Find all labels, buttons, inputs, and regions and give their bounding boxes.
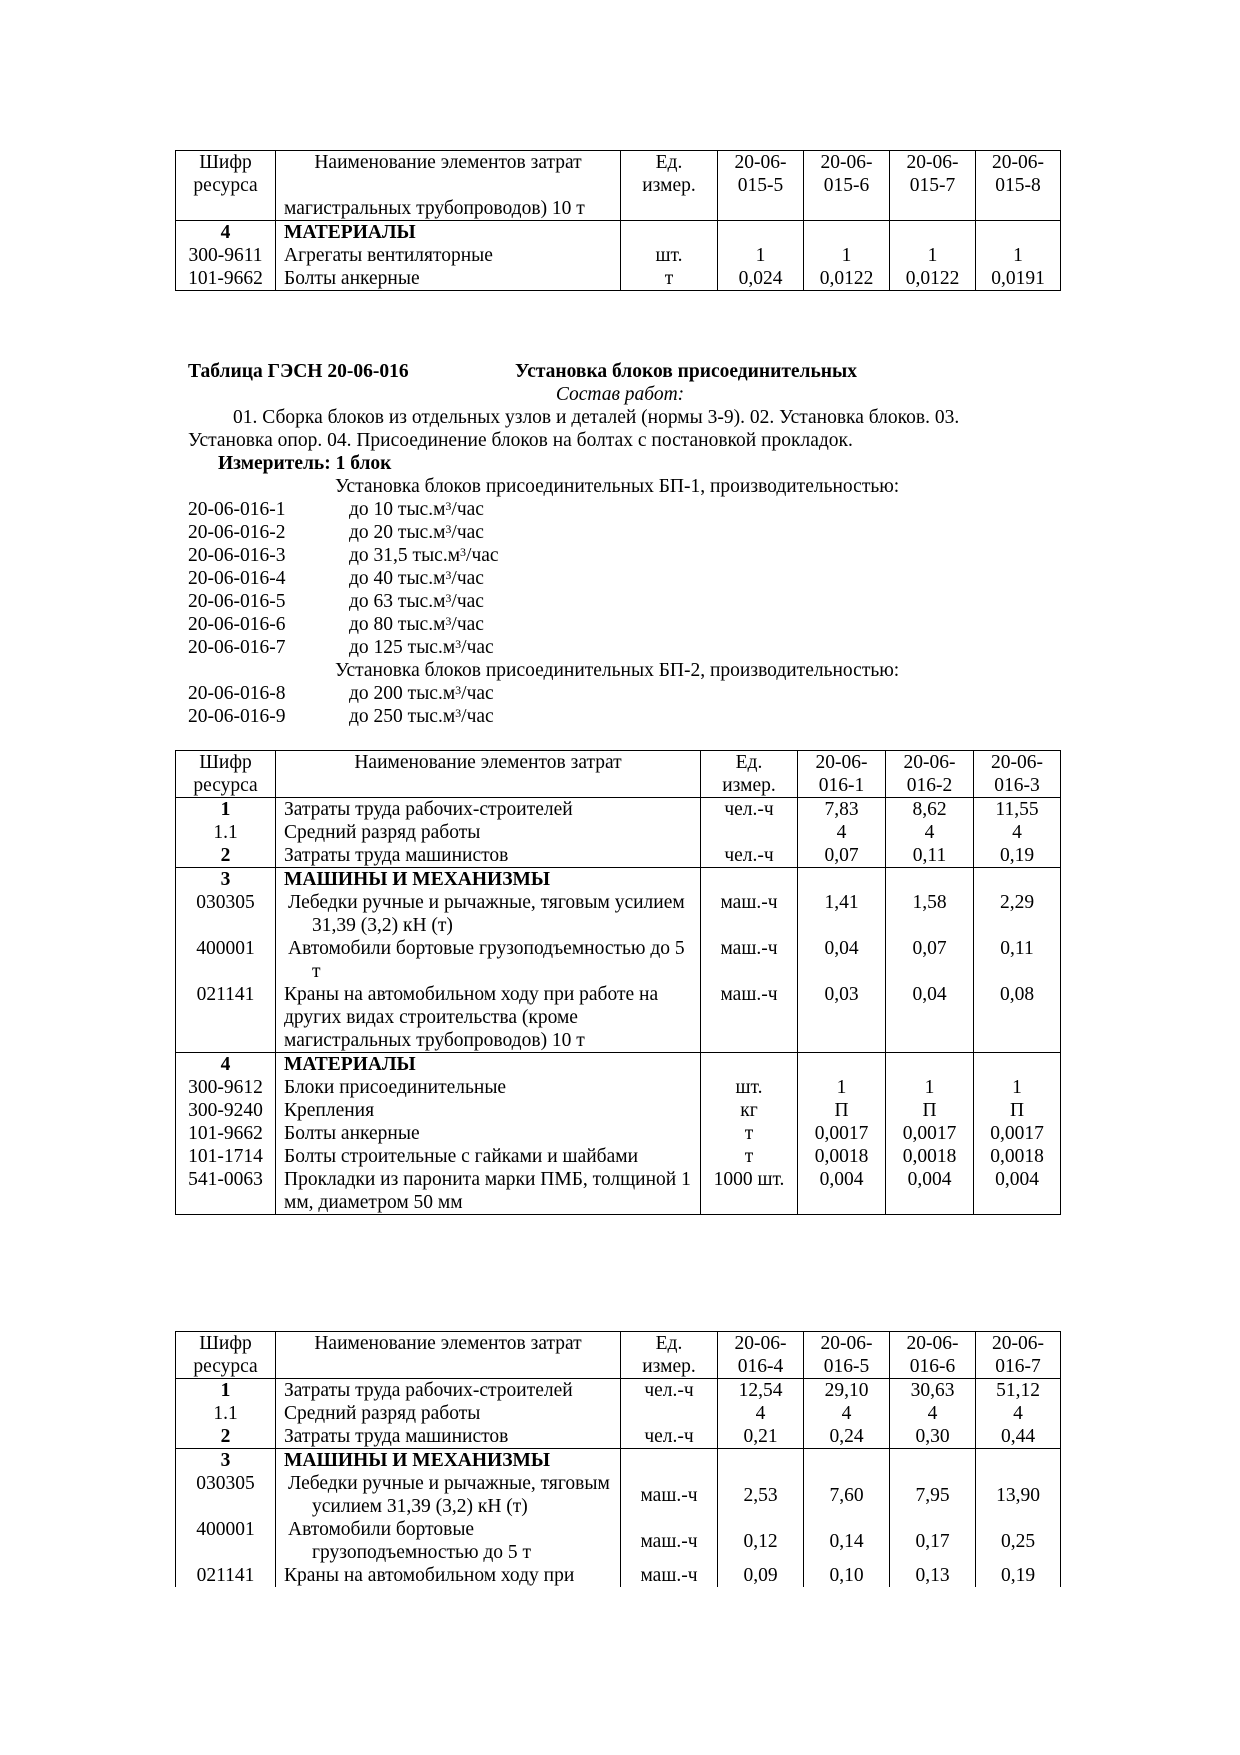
row-value: 0,24 xyxy=(804,1425,890,1449)
row-value: 1 xyxy=(890,244,976,267)
row-unit: чел.-ч xyxy=(701,844,798,868)
row-unit: чел.-ч xyxy=(701,798,798,822)
row-unit: чел.-ч xyxy=(621,1425,718,1449)
row-value: 2,53 xyxy=(718,1472,804,1518)
row-unit xyxy=(701,821,798,844)
row-name: Краны на автомобильном ходу при xyxy=(276,1564,621,1587)
header-unit: Ед. измер. xyxy=(621,151,718,221)
row-code: 2 xyxy=(176,844,276,868)
row-unit: т xyxy=(701,1145,798,1168)
row-value: 0,0018 xyxy=(886,1145,974,1168)
row-value: 0,004 xyxy=(798,1168,886,1215)
table-row xyxy=(176,1076,1061,1099)
table-row xyxy=(176,1472,1061,1518)
header-code: Шифр ресурса xyxy=(176,1332,276,1379)
row-value: 0,0122 xyxy=(890,267,976,291)
section-row xyxy=(176,1053,1061,1077)
row-value: 0,07 xyxy=(886,937,974,983)
section-title: МАШИНЫ И МЕХАНИЗМЫ xyxy=(276,1449,621,1473)
table-row xyxy=(176,1145,1061,1168)
row-unit: маш.-ч xyxy=(621,1564,718,1587)
row-code: 021141 xyxy=(176,1564,276,1587)
row-value: 0,19 xyxy=(976,1564,1061,1587)
row-value: 1 xyxy=(976,244,1061,267)
row-value: 0,11 xyxy=(974,937,1061,983)
header-name: Наименование элементов затрат xyxy=(276,1332,621,1379)
row-value: 2,29 xyxy=(974,891,1061,937)
resource-table-016-4-7 xyxy=(175,1331,1061,1587)
section-row xyxy=(176,1449,1061,1473)
row-code: 101-9662 xyxy=(176,267,276,291)
row-value: 0,12 xyxy=(718,1518,804,1564)
row-value: 0,21 xyxy=(718,1425,804,1449)
table-header xyxy=(176,151,1061,221)
header-name-continuation: магистральных трубопроводов) 10 т xyxy=(284,198,585,219)
row-value: 4 xyxy=(974,821,1061,844)
row-value: 8,62 xyxy=(886,798,974,822)
row-value: 0,0018 xyxy=(798,1145,886,1168)
norm-value: до 63 $тыс.м^3$/час xyxy=(349,591,484,612)
row-name: Средний разряд работы xyxy=(276,821,701,844)
header-code: Шифр ресурса xyxy=(176,151,276,221)
norm-code: 20-06-016-2 xyxy=(188,522,286,543)
row-value: 1 xyxy=(804,244,890,267)
table-row xyxy=(176,798,1061,822)
row-code: 021141 xyxy=(176,983,276,1053)
row-unit: маш.-ч xyxy=(701,983,798,1053)
row-value: 0,11 xyxy=(886,844,974,868)
header-unit: Ед. измер. xyxy=(621,1332,718,1379)
header-unit: Ед. измер. xyxy=(701,751,798,798)
row-value: 0,0017 xyxy=(886,1122,974,1145)
row-code: 030305 xyxy=(176,1472,276,1518)
section-title: МАТЕРИАЛЫ xyxy=(276,221,621,245)
row-value: 0,17 xyxy=(890,1518,976,1564)
section-row xyxy=(176,868,1061,892)
row-unit: маш.-ч xyxy=(621,1518,718,1564)
row-value: 1 xyxy=(886,1076,974,1099)
row-value: 0,04 xyxy=(886,983,974,1053)
row-value: 30,63 xyxy=(890,1379,976,1403)
row-value: 7,83 xyxy=(798,798,886,822)
row-value: 0,13 xyxy=(890,1564,976,1587)
row-value: 0,30 xyxy=(890,1425,976,1449)
row-value: 0,14 xyxy=(804,1518,890,1564)
group-heading-bp1: Установка блоков присоединительных БП-1, производительностью: xyxy=(335,476,900,497)
norm-value: до 200 $тыс.м^3$/час xyxy=(349,683,494,704)
table-row xyxy=(176,1168,1061,1215)
composition-text: 01. Сборка блоков из отдельных узлов и деталей (нормы 3-9). 02. Установка блоков. 03. Установка опор. 04. Присоединение блоков на болтах с постановкой прокладок. xyxy=(188,407,960,451)
header-col: 20-06-016-6 xyxy=(890,1332,976,1379)
table-row xyxy=(176,244,1061,267)
header-col: 20-06-015-5 xyxy=(718,151,804,221)
header-col: 20-06-016-7 xyxy=(976,1332,1061,1379)
row-value: 0,04 xyxy=(798,937,886,983)
row-value: 0,004 xyxy=(886,1168,974,1215)
row-name: Агрегаты вентиляторные xyxy=(276,244,621,267)
norm-code: 20-06-016-5 xyxy=(188,591,286,612)
row-code: 1.1 xyxy=(176,1402,276,1425)
row-value: 29,10 xyxy=(804,1379,890,1403)
table-label: Таблица ГЭСН 20-06-016 xyxy=(188,361,409,382)
header-col: 20-06-016-5 xyxy=(804,1332,890,1379)
header-col: 20-06-015-7 xyxy=(890,151,976,221)
row-name: Болты анкерные xyxy=(276,1122,701,1145)
norm-code: 20-06-016-6 xyxy=(188,614,286,635)
section-code: 4 xyxy=(176,1053,276,1077)
row-unit: т xyxy=(621,267,718,291)
row-value: П xyxy=(886,1099,974,1122)
table-row xyxy=(176,1425,1061,1449)
row-code: 400001 xyxy=(176,1518,276,1564)
row-value: 7,95 xyxy=(890,1472,976,1518)
norm-code: 20-06-016-7 xyxy=(188,637,286,658)
row-code: 2 xyxy=(176,1425,276,1449)
row-unit: маш.-ч xyxy=(621,1472,718,1518)
row-value: 0,44 xyxy=(976,1425,1061,1449)
norm-value: до 20 $тыс.м^3$/час xyxy=(349,522,484,543)
row-name: Болты строительные с гайками и шайбами xyxy=(276,1145,701,1168)
table-header xyxy=(176,1332,1061,1379)
header-col: 20-06-015-8 xyxy=(976,151,1061,221)
row-value: 1,58 xyxy=(886,891,974,937)
row-value: П xyxy=(798,1099,886,1122)
row-value: 0,0018 xyxy=(974,1145,1061,1168)
table-row xyxy=(176,1122,1061,1145)
row-value: 4 xyxy=(804,1402,890,1425)
row-unit xyxy=(621,1402,718,1425)
row-value: 0,08 xyxy=(974,983,1061,1053)
row-name: Крепления xyxy=(276,1099,701,1122)
meter: Измеритель: 1 блок xyxy=(218,453,392,474)
row-value: 4 xyxy=(798,821,886,844)
table-row xyxy=(176,1379,1061,1403)
table-row xyxy=(176,1099,1061,1122)
norm-code: 20-06-016-4 xyxy=(188,568,286,589)
row-value: 11,55 xyxy=(974,798,1061,822)
header-col: 20-06-016-2 xyxy=(886,751,974,798)
row-value: 1 xyxy=(718,244,804,267)
row-value: 0,004 xyxy=(974,1168,1061,1215)
table-row xyxy=(176,1518,1061,1564)
table-row xyxy=(176,267,1061,291)
row-name: Затраты труда рабочих-строителей xyxy=(276,1379,621,1403)
norm-value: до 40 $тыс.м^3$/час xyxy=(349,568,484,589)
table-row xyxy=(176,983,1061,1053)
row-name: Лебедки ручные и рычажные, тяговым усилием 31,39 (3,2) кН (т) xyxy=(276,891,701,937)
row-unit: маш.-ч xyxy=(701,891,798,937)
header-col: 20-06-016-4 xyxy=(718,1332,804,1379)
row-unit: шт. xyxy=(701,1076,798,1099)
row-value: 4 xyxy=(886,821,974,844)
norm-value: до 80 $тыс.м^3$/час xyxy=(349,614,484,635)
header-code: Шифр ресурса xyxy=(176,751,276,798)
group-heading-bp2: Установка блоков присоединительных БП-2, производительностью: xyxy=(335,660,900,681)
table-row xyxy=(176,844,1061,868)
norm-value: до 125 $тыс.м^3$/час xyxy=(349,637,494,658)
row-name: Затраты труда машинистов xyxy=(276,844,701,868)
row-code: 541-0063 xyxy=(176,1168,276,1215)
norm-code: 20-06-016-3 xyxy=(188,545,286,566)
row-unit: шт. xyxy=(621,244,718,267)
row-code: 030305 xyxy=(176,891,276,937)
row-code: 300-9240 xyxy=(176,1099,276,1122)
table-row xyxy=(176,1402,1061,1425)
row-value: 0,10 xyxy=(804,1564,890,1587)
row-code: 300-9612 xyxy=(176,1076,276,1099)
row-value: 4 xyxy=(976,1402,1061,1425)
header-col: 20-06-016-3 xyxy=(974,751,1061,798)
row-value: 1,41 xyxy=(798,891,886,937)
header-col: 20-06-016-1 xyxy=(798,751,886,798)
row-unit: чел.-ч xyxy=(621,1379,718,1403)
row-value: 0,19 xyxy=(974,844,1061,868)
table-row xyxy=(176,937,1061,983)
norm-code: 20-06-016-9 xyxy=(188,706,286,727)
norm-code: 20-06-016-8 xyxy=(188,683,286,704)
section-code: 3 xyxy=(176,1449,276,1473)
row-value: 12,54 xyxy=(718,1379,804,1403)
row-value: П xyxy=(974,1099,1061,1122)
resource-table-016-1-3 xyxy=(175,750,1061,1215)
header-name xyxy=(276,151,621,221)
row-value: 0,07 xyxy=(798,844,886,868)
header-name-text: Наименование элементов затрат xyxy=(314,152,582,173)
table-title: Установка блоков присоединительных xyxy=(515,361,858,382)
header-col: 20-06-015-6 xyxy=(804,151,890,221)
row-value: 4 xyxy=(718,1402,804,1425)
section-row xyxy=(176,221,1061,245)
row-unit: т xyxy=(701,1122,798,1145)
norm-value: до 250 $тыс.м^3$/час xyxy=(349,706,494,727)
row-value: 0,0017 xyxy=(974,1122,1061,1145)
row-name: Лебедки ручные и рычажные, тяговым усилием 31,39 (3,2) кН (т) xyxy=(276,1472,621,1518)
row-value: 0,09 xyxy=(718,1564,804,1587)
section-title: МАТЕРИАЛЫ xyxy=(276,1053,701,1077)
row-name: Краны на автомобильном ходу при работе на других видах строительства (кроме магистральных трубопроводов) 10 т xyxy=(276,983,701,1053)
resource-table-015 xyxy=(175,150,1061,291)
row-name: Средний разряд работы xyxy=(276,1402,621,1425)
row-value: 0,024 xyxy=(718,267,804,291)
row-code: 101-1714 xyxy=(176,1145,276,1168)
norm-code: 20-06-016-1 xyxy=(188,499,286,520)
row-value: 4 xyxy=(890,1402,976,1425)
table-row xyxy=(176,821,1061,844)
table-row xyxy=(176,891,1061,937)
row-unit: маш.-ч xyxy=(701,937,798,983)
row-value: 1 xyxy=(798,1076,886,1099)
row-value: 0,0017 xyxy=(798,1122,886,1145)
composition-label: Состав работ: xyxy=(555,384,685,405)
header-name: Наименование элементов затрат xyxy=(276,751,701,798)
row-value: 1 xyxy=(974,1076,1061,1099)
row-value: 0,0122 xyxy=(804,267,890,291)
row-value: 13,90 xyxy=(976,1472,1061,1518)
row-unit: кг xyxy=(701,1099,798,1122)
norm-value: до 31,5 $тыс.м^3$/час xyxy=(349,545,499,566)
section-code: 4 xyxy=(176,221,276,245)
row-value: 0,03 xyxy=(798,983,886,1053)
row-name: Затраты труда машинистов xyxy=(276,1425,621,1449)
row-unit: 1000 шт. xyxy=(701,1168,798,1215)
row-value: 7,60 xyxy=(804,1472,890,1518)
row-name: Автомобили бортовые грузоподъемностью до 5 т xyxy=(276,1518,621,1564)
row-code: 400001 xyxy=(176,937,276,983)
norm-value: до 10 $тыс.м^3$/час xyxy=(349,499,484,520)
row-code: 300-9611 xyxy=(176,244,276,267)
row-name: Блоки присоединительные xyxy=(276,1076,701,1099)
section-code: 3 xyxy=(176,868,276,892)
section-title: МАШИНЫ И МЕХАНИЗМЫ xyxy=(276,868,701,892)
row-code: 1 xyxy=(176,1379,276,1403)
row-name: Автомобили бортовые грузоподъемностью до 5 т xyxy=(276,937,701,983)
table-header xyxy=(176,751,1061,798)
row-code: 1.1 xyxy=(176,821,276,844)
row-value: 0,0191 xyxy=(976,267,1061,291)
row-name: Затраты труда рабочих-строителей xyxy=(276,798,701,822)
table-row xyxy=(176,1564,1061,1587)
row-value: 51,12 xyxy=(976,1379,1061,1403)
row-code: 101-9662 xyxy=(176,1122,276,1145)
row-name: Болты анкерные xyxy=(276,267,621,291)
row-value: 0,25 xyxy=(976,1518,1061,1564)
row-code: 1 xyxy=(176,798,276,822)
row-name: Прокладки из паронита марки ПМБ, толщиной 1 мм, диаметром 50 мм xyxy=(276,1168,701,1215)
